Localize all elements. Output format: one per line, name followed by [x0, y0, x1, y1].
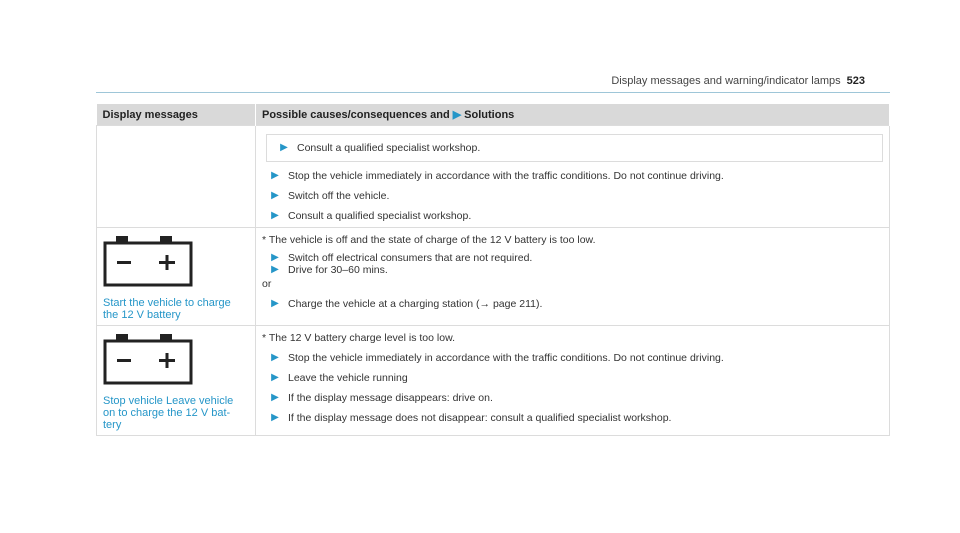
col-header-display-messages: Display messages	[97, 104, 256, 126]
page-header-title: Display messages and warning/indicator lamps	[611, 75, 841, 87]
triangle-icon: ▶	[271, 210, 279, 221]
step-item	[271, 142, 878, 154]
step-item	[262, 170, 883, 182]
step-item	[262, 372, 883, 384]
step-item	[262, 412, 883, 424]
triangle-icon: ▶	[271, 190, 279, 201]
col-header-causes-label: Possible causes/consequences and	[262, 109, 450, 121]
step-text: Charge the vehicle at a charging station (	[288, 298, 480, 310]
or-label: or	[262, 278, 272, 290]
display-messages-table	[96, 104, 890, 436]
display-message-text	[103, 395, 249, 431]
page-reference-link[interactable]: page 211).	[492, 298, 543, 310]
cause-text: * The 12 V battery charge level is too low.	[262, 332, 455, 344]
page-header	[611, 75, 865, 87]
triangle-icon: ▶	[271, 412, 279, 423]
message-line: the 12 V battery	[103, 309, 181, 321]
boxed-step	[266, 134, 883, 162]
step-item	[262, 210, 883, 222]
table-row	[97, 126, 890, 228]
step-text: Drive for 30–60 mins.	[288, 264, 388, 276]
header-rule	[96, 92, 890, 93]
step-item	[262, 252, 883, 264]
step-text: Leave the vehicle running	[288, 372, 408, 384]
solutions-cell	[256, 228, 890, 326]
message-line: on to charge the 12 V bat-	[103, 407, 231, 419]
triangle-icon: ▶	[271, 392, 279, 403]
triangle-icon: ▶	[271, 252, 279, 263]
step-text: If the display message does not disappear: consult a qualified specialist workshop.	[288, 412, 672, 424]
step-item	[262, 392, 883, 404]
solutions-cell	[256, 126, 890, 228]
message-line: Stop vehicle Leave vehicle	[103, 395, 234, 407]
step-text: If the display message disappears: drive on.	[288, 392, 493, 404]
display-message-text	[103, 297, 249, 321]
col-header-causes-solutions	[256, 104, 890, 126]
step-item	[262, 264, 883, 276]
message-cell-empty	[97, 126, 256, 228]
battery-icon	[103, 236, 195, 288]
step-text: Consult a qualified specialist workshop.	[288, 210, 472, 222]
triangle-icon: ▶	[280, 142, 288, 153]
solutions-cell	[256, 326, 890, 436]
battery-icon	[103, 334, 195, 386]
triangle-icon: ▶	[271, 372, 279, 383]
step-text: Switch off the vehicle.	[288, 190, 390, 202]
step-text: Switch off electrical consumers that are not required.	[288, 252, 533, 264]
triangle-icon: ▶	[271, 264, 279, 275]
table-row	[97, 326, 890, 436]
triangle-icon: ▶	[271, 298, 279, 309]
step-item	[262, 352, 883, 364]
ref-arrow: →	[479, 298, 490, 310]
table-header-row	[97, 104, 890, 126]
step-item	[262, 298, 883, 310]
step-item	[262, 190, 883, 202]
cause-text: * The vehicle is off and the state of charge of the 12 V battery is too low.	[262, 234, 596, 246]
message-line: tery	[103, 419, 122, 431]
triangle-icon: ▶	[452, 109, 462, 121]
message-line: Start the vehicle to charge	[103, 297, 231, 309]
table-row	[97, 228, 890, 326]
triangle-icon: ▶	[271, 170, 279, 181]
triangle-icon: ▶	[271, 352, 279, 363]
page-number: 523	[846, 75, 865, 87]
message-cell	[97, 326, 256, 436]
step-text: Consult a qualified specialist workshop.	[297, 142, 481, 154]
message-cell	[97, 228, 256, 326]
step-text: Stop the vehicle immediately in accordance with the traffic conditions. Do not continue driving.	[288, 352, 724, 364]
col-header-solutions-label: Solutions	[464, 109, 515, 121]
step-text: Stop the vehicle immediately in accordance with the traffic conditions. Do not continue driving.	[288, 170, 724, 182]
